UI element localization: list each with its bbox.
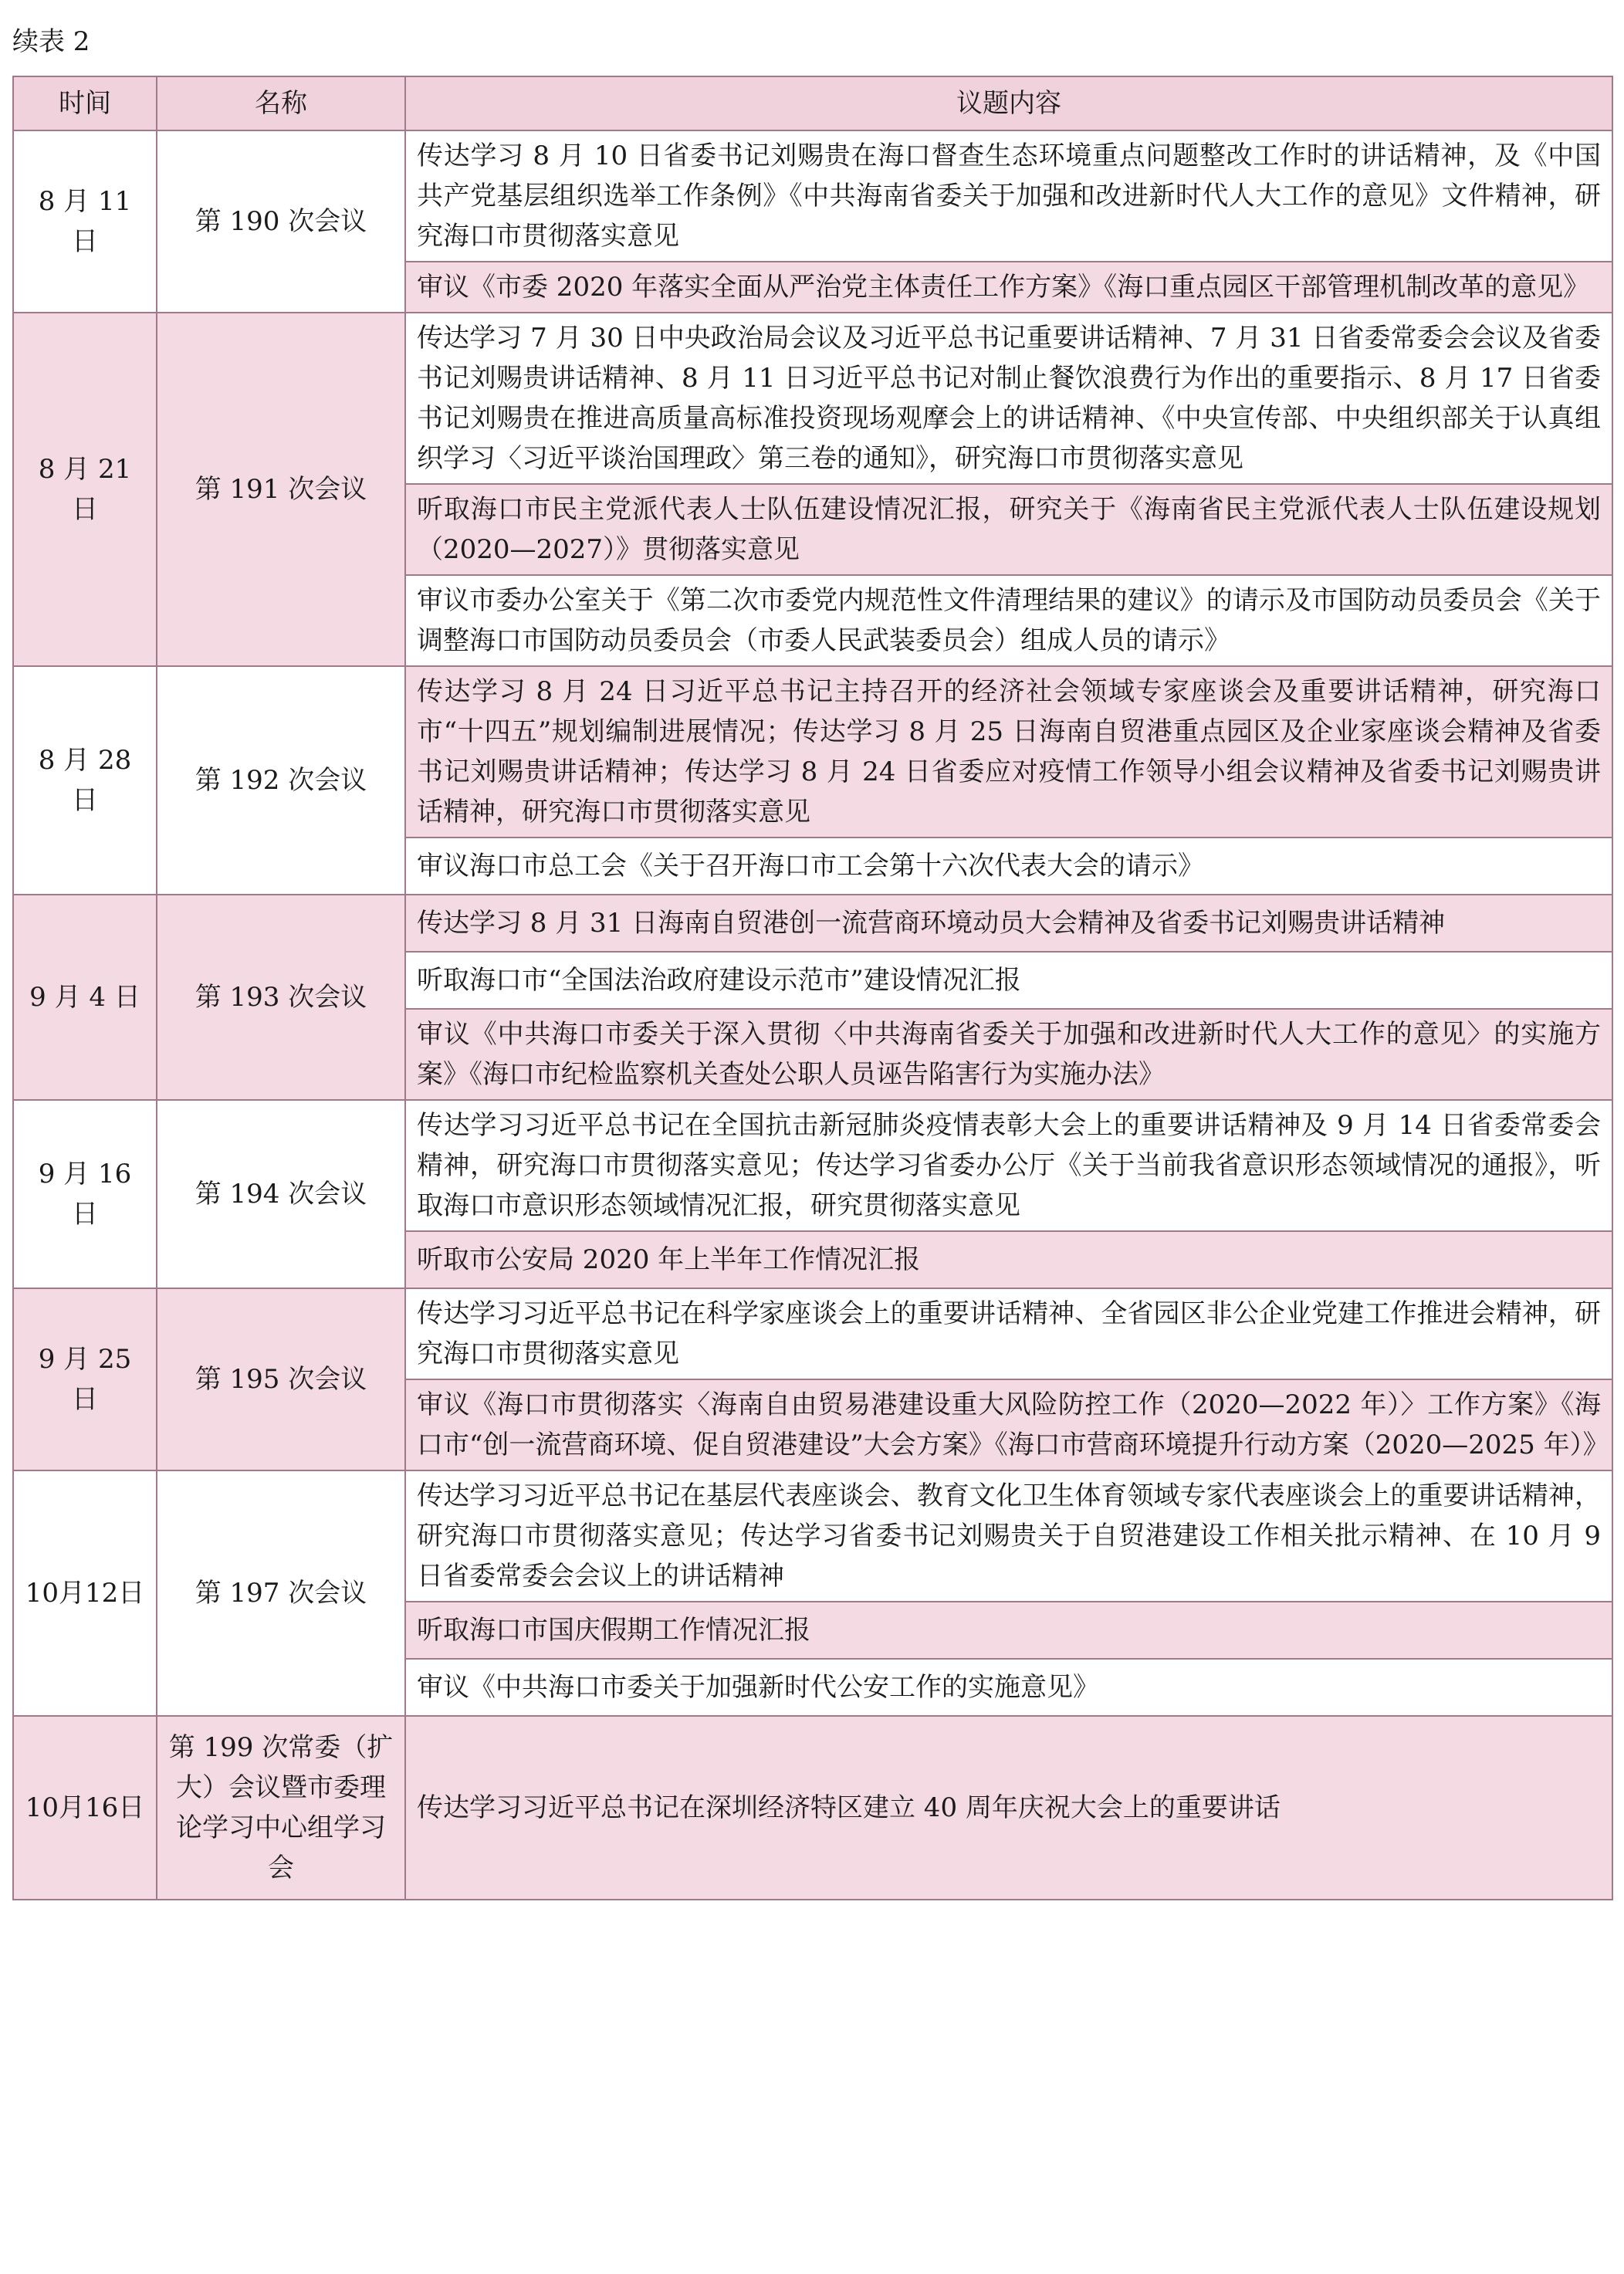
meeting-name: 第 197 次会议: [157, 1470, 405, 1716]
header-topic: 议题内容: [405, 76, 1612, 130]
meeting-name: 第 190 次会议: [157, 130, 405, 313]
agenda-item: 听取海口市“全国法治政府建设示范市”建设情况汇报: [405, 952, 1612, 1009]
meeting-date: 10月16日: [13, 1716, 157, 1900]
agenda-item: 审议《海口市贯彻落实〈海南自由贸易港建设重大风险防控工作（2020—2022 年）〉工作方案》《海口市“创一流营商环境、促自贸港建设”大会方案》《海口市营商环境提升行动方案（2020—2025 年）》: [405, 1379, 1612, 1470]
table-row: [13, 1470, 1612, 1602]
table-row: [13, 666, 1612, 838]
table-row: [13, 313, 1612, 484]
meeting-date: 9 月 25 日: [13, 1288, 157, 1470]
header-time: 时间: [13, 76, 157, 130]
meeting-date: 10月12日: [13, 1470, 157, 1716]
agenda-item: 传达学习习近平总书记在基层代表座谈会、教育文化卫生体育领域专家代表座谈会上的重要讲话精神，研究海口市贯彻落实意见；传达学习省委书记刘赐贵关于自贸港建设工作相关批示精神、在 10 月 9 日省委常委会会议上的讲话精神: [405, 1470, 1612, 1602]
agenda-item: 审议海口市总工会《关于召开海口市工会第十六次代表大会的请示》: [405, 838, 1612, 895]
meeting-name: 第 193 次会议: [157, 895, 405, 1100]
table-row: [13, 1100, 1612, 1231]
agenda-item: 审议《中共海口市委关于加强新时代公安工作的实施意见》: [405, 1659, 1612, 1716]
meeting-name: 第 194 次会议: [157, 1100, 405, 1288]
meeting-date: 8 月 28 日: [13, 666, 157, 895]
agenda-item: 传达学习 7 月 30 日中央政治局会议及习近平总书记重要讲话精神、7 月 31 日省委常委会会议及省委书记刘赐贵讲话精神、8 月 11 日习近平总书记对制止餐饮浪费行为作出的重要指示、8 月 17 日省委书记刘赐贵在推进高质量高标准投资现场观摩会上的讲话精神、《中央宣传部、中央组织部关于认真组织学习〈习近平谈治国理政〉第三卷的通知》，研究海口市贯彻落实意见: [405, 313, 1612, 484]
table-row: [13, 895, 1612, 952]
table-row: [13, 1716, 1612, 1900]
table-caption: 续表 2: [12, 26, 90, 57]
meeting-name: 第 192 次会议: [157, 666, 405, 895]
agenda-item: 听取市公安局 2020 年上半年工作情况汇报: [405, 1231, 1612, 1288]
agenda-item: 传达学习习近平总书记在全国抗击新冠肺炎疫情表彰大会上的重要讲话精神及 9 月 14 日省委常委会精神，研究海口市贯彻落实意见；传达学习省委办公厅《关于当前我省意识形态领域情况的通报》，听取海口市意识形态领域情况汇报，研究贯彻落实意见: [405, 1100, 1612, 1231]
agenda-item: 审议《市委 2020 年落实全面从严治党主体责任工作方案》《海口重点园区干部管理机制改革的意见》: [405, 262, 1612, 313]
meeting-date: 9 月 4 日: [13, 895, 157, 1100]
meeting-name: 第 195 次会议: [157, 1288, 405, 1470]
agenda-item: 传达学习 8 月 31 日海南自贸港创一流营商环境动员大会精神及省委书记刘赐贵讲话精神: [405, 895, 1612, 952]
meeting-table: [12, 76, 1613, 1900]
header-name: 名称: [157, 76, 405, 130]
agenda-item: 传达学习习近平总书记在科学家座谈会上的重要讲话精神、全省园区非公企业党建工作推进会精神，研究海口市贯彻落实意见: [405, 1288, 1612, 1379]
table-header-row: [13, 76, 1612, 130]
agenda-item: 审议市委办公室关于《第二次市委党内规范性文件清理结果的建议》的请示及市国防动员委员会《关于调整海口市国防动员委员会（市委人民武装委员会）组成人员的请示》: [405, 575, 1612, 666]
table-row: [13, 1288, 1612, 1379]
agenda-item: 传达学习 8 月 10 日省委书记刘赐贵在海口督查生态环境重点问题整改工作时的讲话精神，及《中国共产党基层组织选举工作条例》《中共海南省委关于加强和改进新时代人大工作的意见》文件精神，研究海口市贯彻落实意见: [405, 130, 1612, 262]
meeting-date: 8 月 21 日: [13, 313, 157, 666]
meeting-name: 第 191 次会议: [157, 313, 405, 666]
meeting-date: 9 月 16 日: [13, 1100, 157, 1288]
agenda-item: 传达学习 8 月 24 日习近平总书记主持召开的经济社会领域专家座谈会及重要讲话精神，研究海口市“十四五”规划编制进展情况；传达学习 8 月 25 日海南自贸港重点园区及企业家座谈会精神及省委书记刘赐贵讲话精神；传达学习 8 月 24 日省委应对疫情工作领导小组会议精神及省委书记刘赐贵讲话精神，研究海口市贯彻落实意见: [405, 666, 1612, 838]
meeting-date: 8 月 11 日: [13, 130, 157, 313]
meeting-name: 第 199 次常委（扩大）会议暨市委理论学习中心组学习会: [157, 1716, 405, 1900]
table-row: [13, 130, 1612, 262]
agenda-item: 审议《中共海口市委关于深入贯彻〈中共海南省委关于加强和改进新时代人大工作的意见〉的实施方案》《海口市纪检监察机关查处公职人员诬告陷害行为实施办法》: [405, 1009, 1612, 1100]
agenda-item: 听取海口市国庆假期工作情况汇报: [405, 1602, 1612, 1659]
agenda-item: 传达学习习近平总书记在深圳经济特区建立 40 周年庆祝大会上的重要讲话: [405, 1716, 1612, 1900]
agenda-item: 听取海口市民主党派代表人士队伍建设情况汇报，研究关于《海南省民主党派代表人士队伍建设规划（2020—2027）》贯彻落实意见: [405, 484, 1612, 575]
